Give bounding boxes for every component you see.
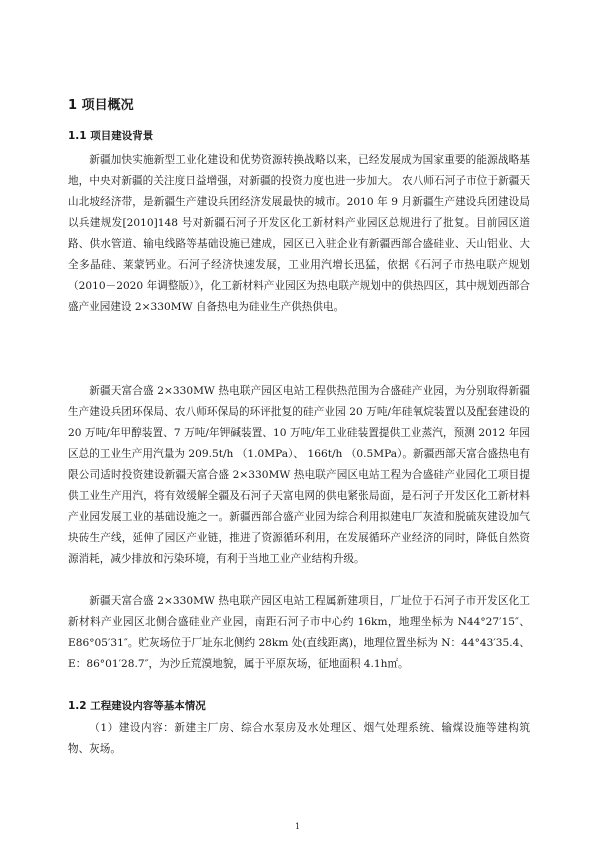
section-heading-1-1: 1.1 项目建设背景 (68, 130, 154, 142)
section-heading-1-2: 1.2 工程建设内容等基本情况 (68, 700, 206, 712)
page-number: 1 (294, 822, 301, 831)
paragraph-heat-supply: 新疆天富合盛 2×330MW 热电联产园区电站工程供热范围为合盛硅产业园，为分别取得新疆生产建设兵团环保局、农八师环保局的环评批复的硅产业园 20 万吨/年硅氧烷装置以及配套建设的 20 万吨/年甲醇装置、7 万吨/年钾碱装置、10 万吨/年工业硅装置提供工业蒸汽，预测 2012 年园区总的工业生产用汽量为 209.5t/h （1.0MPa）、 166t/h （0.5MPa）。新疆西部天富合盛热电有限公司适时投资建设新疆天富合盛 2×330MW 热电联产园区电站工程为合盛硅产业园化工项目提供工业生产用汽，将有效缓解全疆及石河子天富电网的供电紧张局面，是石河子开发区化工新材料产业园发展工业的基础设施之一。新疆西部合盛产业园为综合利用拟建电厂灰渣和脱硫灰建设加气块砖生产线，延伸了园区产业链，推进了资源循环利用，在发展循环产业经济的同时，降低自然资源消耗，减少排放和污染环境，有利于当地工业产业结构升级。 (68, 385, 530, 565)
paragraph-background: 新疆加快实施新型工业化建设和优势资源转换战略以来，已经发展成为国家重要的能源战略基地，中央对新疆的关注度日益增强，对新疆的投资力度也进一步加大。 农八师石河子市位于新疆天山北坡经济带，是新疆生产建设兵团经济发展最快的城市。2010 年 9 月新疆生产建设兵团建设局以兵建规发[2010]148 号对新疆石河子开发区化工新材料产业园区总规进行了批复。目前园区道路、供水管道、输电线路等基础设施已建成，园区已入驻企业有新疆西部合盛硅业、天山铝业、大全多晶硅、莱蒙钙业。石河子经济快速发展，工业用汽增长迅猛，依据《石河子市热电联产规划（2010－2020 年调整版）》，化工新材料产业园区为热电联产规划中的供热四区，其中规划西部合盛产业园建设 2×330MW 自备热电为硅业生产供热供电。 (68, 154, 530, 313)
paragraph-site-location: 新疆天富合盛 2×330MW 热电联产园区电站工程属新建项目，厂址位于石河子市开发区化工新材料产业园区北侧合盛硅业产业园，南距石河子市中心约 16km，地理坐标为 N44°27′15″、E86°05′31″。贮灰场位于厂址东北侧约 28km 处(直线距离)，地理位置坐标为 N：44°43′35.4、E：86°01′28.7″，为沙丘荒漠地貌，属于平原灰场，征地面积 4.1h㎡。 (68, 595, 530, 670)
chapter-heading: 1 项目概况 (68, 98, 134, 113)
paragraph-construction-content: （1）建设内容：新建主厂房、综合水泵房及水处理区、烟气处理系统、输煤设施等建构筑物、灰场。 (68, 722, 530, 755)
